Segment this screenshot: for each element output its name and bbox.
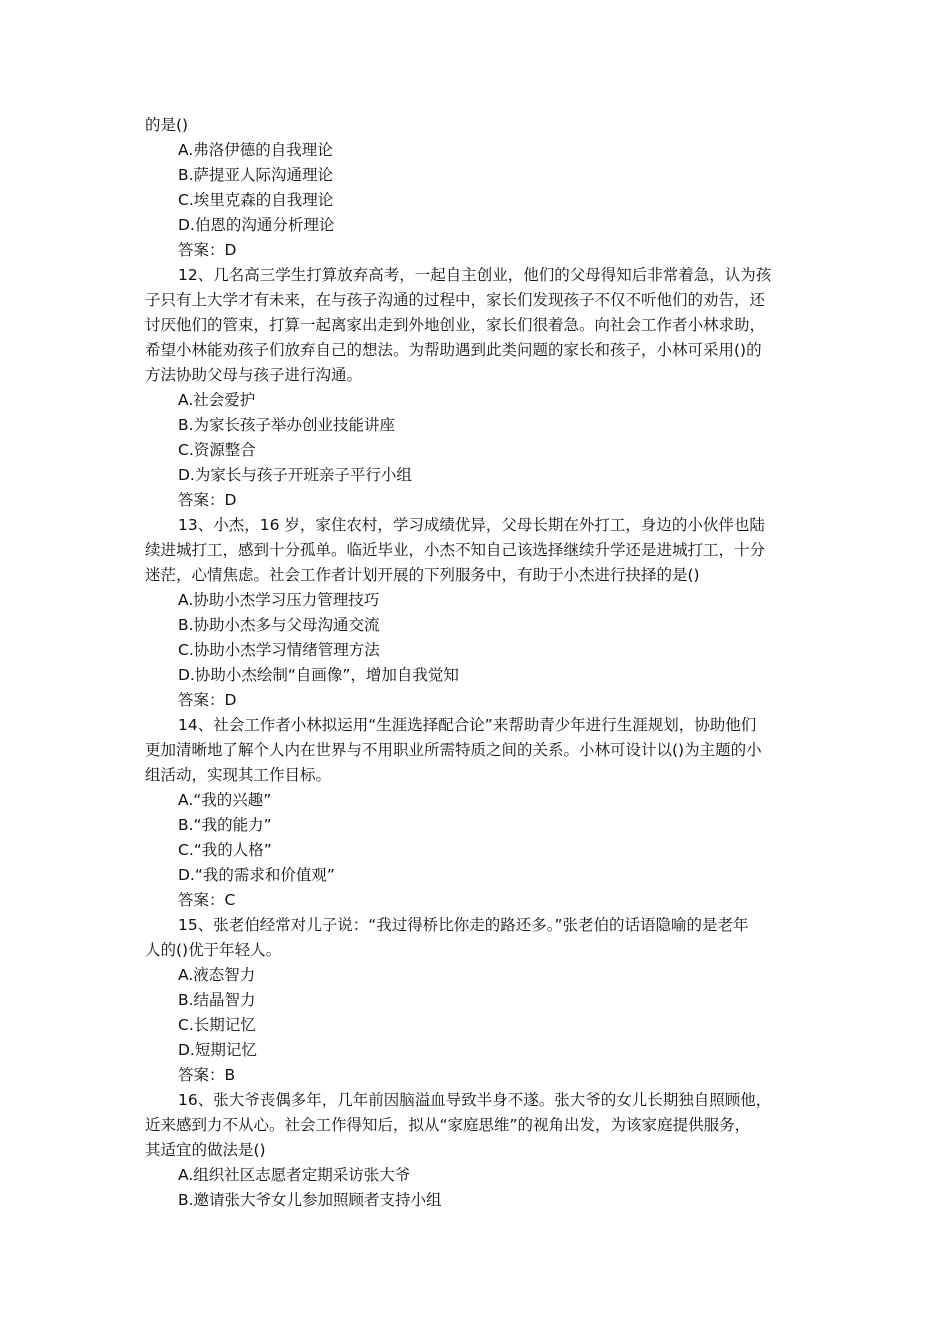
- q13-option-b: B.协助小杰多与父母沟通交流: [178, 616, 380, 634]
- q13-stem-line: 迷茫，心情焦虑。社会工作者计划开展的下列服务中，有助于小杰进行抉择的是(): [145, 566, 700, 584]
- q15-stem-line: 人的()优于年轻人。: [145, 941, 282, 959]
- q13-stem-line: 13、小杰，16 岁，家住农村，学习成绩优异，父母长期在外打工，身边的小伙伴也陆: [178, 516, 765, 534]
- q14-option-c: C.“我的人格”: [178, 841, 272, 859]
- q16-option-a: A.组织社区志愿者定期采访张大爷: [178, 1166, 411, 1184]
- question-11-continuation: 的是(): [145, 116, 189, 134]
- q16-stem-line: 16、张大爷丧偶多年，几年前因脑溢血导致半身不遂。张大爷的女儿长期独自照顾他，: [178, 1091, 772, 1109]
- q12-option-c: C.资源整合: [178, 441, 256, 459]
- q11-answer: 答案：D: [178, 241, 237, 259]
- q12-stem-line: 希望小林能劝孩子们放弃自己的想法。为帮助遇到此类问题的家长和孩子，小林可采用()的: [145, 341, 762, 359]
- q14-stem-line: 更加清晰地了解个人内在世界与不用职业所需特质之间的关系。小林可设计以()为主题的小: [145, 741, 762, 759]
- q13-option-a: A.协助小杰学习压力管理技巧: [178, 591, 380, 609]
- question-16: [145, 1088, 809, 1213]
- q14-stem-line: 14、社会工作者小林拟运用“生涯选择配合论”来帮助青少年进行生涯规划，协助他们: [178, 716, 757, 734]
- q11-option-d: D.伯恩的沟通分析理论: [178, 216, 335, 234]
- q15-option-c: C.长期记忆: [178, 1016, 256, 1034]
- q12-answer: 答案：D: [178, 491, 237, 509]
- document-body: [145, 113, 809, 1213]
- question-14: [145, 713, 809, 913]
- q12-stem-line: 方法协助父母与孩子进行沟通。: [145, 366, 363, 384]
- question-13: [145, 513, 809, 713]
- q12-stem-line: 讨厌他们的管束，打算一起离家出走到外地创业，家长们很着急。向社会工作者小林求助，: [145, 316, 766, 334]
- q14-stem-line: 组活动，实现其工作目标。: [145, 766, 332, 784]
- q14-option-a: A.“我的兴趣”: [178, 791, 272, 809]
- q11-option-c: C.埃里克森的自我理论: [178, 191, 334, 209]
- q15-option-d: D.短期记忆: [178, 1041, 257, 1059]
- q12-option-b: B.为家长孩子举办创业技能讲座: [178, 416, 396, 434]
- q11-option-a: A.弗洛伊德的自我理论: [178, 141, 333, 159]
- q15-option-b: B.结晶智力: [178, 991, 256, 1009]
- q16-stem-line: 近来感到力不从心。社会工作得知后，拟从“家庭思维”的视角出发，为该家庭提供服务，: [145, 1116, 751, 1134]
- q14-option-b: B.“我的能力”: [178, 816, 272, 834]
- q14-option-d: D.“我的需求和价值观”: [178, 866, 335, 884]
- q11-option-b: B.萨提亚人际沟通理论: [178, 166, 334, 184]
- q13-option-d: D.协助小杰绘制“自画像”，增加自我觉知: [178, 666, 459, 684]
- q16-stem-line: 其适宜的做法是(): [145, 1141, 266, 1159]
- q13-option-c: C.协助小杰学习情绪管理方法: [178, 641, 380, 659]
- q12-stem-line: 12、几名高三学生打算放弃高考，一起自主创业，他们的父母得知后非常着急，认为孩: [178, 266, 772, 284]
- q16-option-b: B.邀请张大爷女儿参加照顾者支持小组: [178, 1191, 442, 1209]
- q15-stem-line: 15、张老伯经常对儿子说：“我过得桥比你走的路还多。”张老伯的话语隐喻的是老年: [178, 916, 749, 934]
- q15-answer: 答案：B: [178, 1066, 236, 1084]
- q12-option-a: A.社会爱护: [178, 391, 256, 409]
- q15-option-a: A.液态智力: [178, 966, 256, 984]
- q13-stem-line: 续进城打工，感到十分孤单。临近毕业，小杰不知自己该选择继续升学还是进城打工，十分: [145, 541, 766, 559]
- question-15: [145, 913, 809, 1088]
- q12-option-d: D.为家长与孩子开班亲子平行小组: [178, 466, 412, 484]
- q12-stem-line: 子只有上大学才有未来，在与孩子沟通的过程中，家长们发现孩子不仅不听他们的劝告，还: [145, 291, 766, 309]
- question-12: [145, 263, 809, 513]
- q13-answer: 答案：D: [178, 691, 237, 709]
- q14-answer: 答案：C: [178, 891, 236, 909]
